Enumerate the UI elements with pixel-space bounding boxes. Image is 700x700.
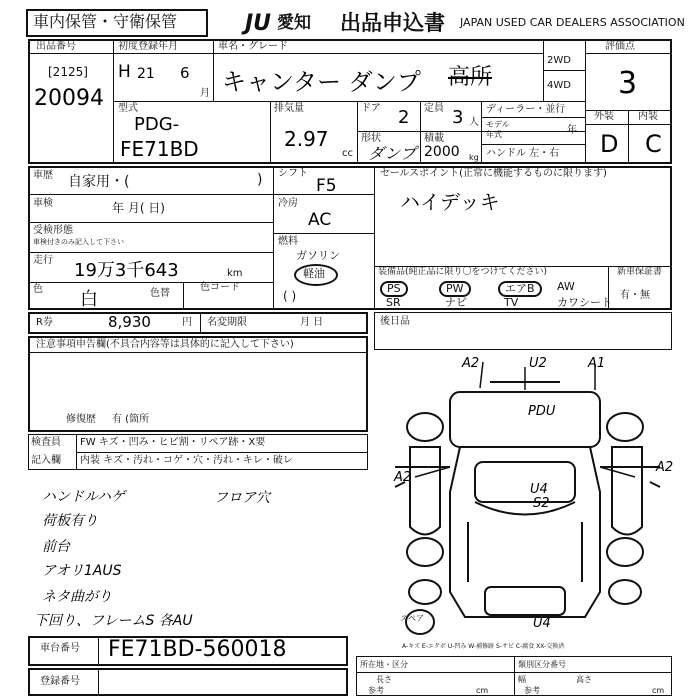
ju-logo: JU: [245, 11, 272, 36]
disp-value: 2.97: [284, 127, 329, 151]
storage-tag: 車内保管・守衛保管: [33, 12, 178, 31]
equip-item: エアB: [498, 281, 542, 297]
load-label: 積載: [424, 133, 444, 144]
score-label: 評価点: [605, 41, 635, 52]
door-value: 2: [398, 107, 410, 128]
equip-item: PW: [439, 281, 471, 297]
load-value: 2000: [424, 144, 460, 160]
damage-mark: A2: [656, 460, 674, 475]
brand-name: 愛知: [277, 13, 311, 33]
damage-legend: A-キズ E-エクボ U-凹み W-補修跡 S-サビ C-腐食 XX-交換済: [402, 643, 565, 650]
load-unit: kg: [469, 153, 479, 162]
score-value: 3: [618, 66, 638, 101]
inspection-value: 年 月( 日): [112, 201, 165, 215]
ac-label: 冷房: [278, 198, 298, 209]
sales-label: セールスポイント(正常に機能するものに限ります): [380, 168, 607, 179]
capacity-value: 3: [452, 107, 464, 128]
mileage-label: 走行: [33, 255, 53, 266]
mileage-unit: km: [227, 268, 243, 279]
fuel-paren: ( ): [283, 289, 297, 303]
hand-note: 下回り、フレームS 各AU: [34, 613, 193, 629]
recv-sub: 車検付きのみ記入して下さい: [33, 238, 124, 246]
chassis-label: 車台番号: [40, 643, 80, 654]
repair-label: 修復歴: [66, 414, 96, 425]
inspector-label: 検査員: [31, 437, 61, 448]
disp-label: 排気量: [274, 103, 304, 114]
equip-item: AW: [557, 280, 575, 293]
form-title: 出品申込書: [340, 11, 445, 35]
damage-mark: A1: [588, 356, 606, 371]
chassis-value: FE71BD-560018: [108, 637, 287, 662]
cm-1: cm: [476, 686, 489, 695]
recycle-unit: 円: [182, 317, 192, 328]
color-value: 白: [80, 289, 98, 310]
hand-note: 荷板有り: [42, 513, 98, 529]
damage-mark: S2: [533, 496, 550, 511]
warranty-value: 有・無: [620, 290, 650, 301]
reg-year: 21: [137, 66, 155, 82]
disp-unit: cc: [342, 148, 353, 159]
height-label: 高さ: [576, 675, 592, 684]
name-change-value: 月 日: [300, 317, 324, 328]
inspection-label: 車検: [33, 198, 53, 209]
capacity-label: 定員: [424, 103, 444, 114]
capacity-unit: 人: [469, 117, 479, 128]
dealer-label: ディーラー・並行: [486, 104, 566, 115]
damage-mark: U4: [530, 482, 548, 497]
ac-value: AC: [308, 210, 332, 230]
damage-mark: U2: [529, 356, 547, 371]
year-unit: 年: [567, 125, 577, 136]
stamp-label: 所在地・区分: [360, 660, 408, 669]
width-label: 幅: [518, 675, 526, 684]
rear-label: 後日品: [380, 316, 410, 327]
ref-label-1: 参考: [368, 686, 384, 695]
recv-label: 受検形態: [33, 225, 73, 236]
model-2: FE71BD: [120, 137, 199, 161]
rear-box: [374, 312, 672, 350]
int-value: C: [645, 130, 662, 158]
recycle-value: 8,930: [108, 313, 151, 331]
damage-mark: A2: [394, 470, 412, 485]
color-label: 色: [33, 284, 43, 295]
spare-label: スペア: [400, 614, 424, 623]
lot-label: 出品番号: [36, 41, 76, 52]
length-label: 長さ: [376, 675, 392, 684]
hand-note: アオリ1AUS: [42, 563, 122, 579]
reg-label: 登録番号: [40, 676, 80, 687]
warranty-label: 新車保証書: [617, 267, 663, 277]
color-code: 色コード: [200, 282, 240, 293]
hand-note: ネタ曲がり: [42, 589, 112, 605]
color-change: 色替: [150, 288, 170, 299]
equip-item: SR: [386, 296, 401, 309]
model-year-label-1: モデル: [486, 120, 510, 129]
history-value: 自家用・(: [68, 174, 130, 190]
history-close: ): [257, 172, 263, 188]
ext-value: D: [600, 130, 619, 158]
ext-label: 外装: [594, 111, 614, 122]
fw-row: FW キズ・凹み・ヒビ割・リペア跡・X要: [80, 437, 266, 448]
car-name-struck: 高所: [448, 65, 493, 90]
hand-right: フロア穴: [214, 490, 270, 506]
fuel-diesel: 軽油: [303, 267, 325, 280]
fuel-label: 燃料: [278, 236, 298, 247]
first-reg-label: 初度登録年月: [118, 41, 178, 52]
shape-label: 形状: [361, 133, 381, 144]
name-label: 車名・グレード: [218, 41, 288, 52]
month-unit: 月: [200, 88, 210, 99]
damage-mark: A2: [462, 356, 480, 371]
in-row: 内装 キズ・汚れ・コゲ・穴・汚れ・キレ・破レ: [80, 455, 293, 466]
ref-label-2: 参考: [524, 686, 540, 695]
type-label: 類別区分番号: [518, 660, 566, 669]
era: H: [118, 62, 131, 82]
fuel-gas: ガソリン: [296, 249, 340, 262]
hand-note: 前台: [42, 539, 70, 555]
door-label: ドア: [361, 103, 381, 114]
name-change-label: 名変期限: [207, 317, 247, 328]
equip-item: カワシート: [557, 296, 612, 309]
drive-2wd: 2WD: [547, 55, 571, 66]
cm-2: cm: [652, 686, 665, 695]
car-name: キャンター ダンプ: [222, 68, 421, 96]
hand-note: ハンドルハゲ: [42, 489, 126, 505]
shape-value: ダンプ: [368, 144, 417, 163]
equip-item: TV: [504, 296, 519, 309]
mileage-value: 19万3千643: [74, 260, 179, 281]
handle-label: ハンドル 左・右: [486, 148, 560, 159]
model-1: PDG-: [134, 114, 180, 135]
damage-mark: PDU: [528, 404, 556, 419]
shift-label: シフト: [278, 168, 308, 179]
repair-value: 有 (箇所: [112, 414, 150, 425]
sales-value: ハイデッキ: [400, 190, 500, 214]
equip-item: PS: [380, 281, 408, 297]
truck-diagram: [380, 352, 672, 652]
recycle-label: R券: [36, 317, 53, 328]
shift-value: F5: [316, 176, 337, 196]
damage-mark: U4: [533, 616, 551, 631]
lot-sub: [2125]: [48, 65, 88, 79]
association-name: JAPAN USED CAR DEALERS ASSOCIATION: [460, 16, 685, 29]
lot-number: 20094: [34, 86, 104, 111]
model-year-label-2: 年式: [486, 130, 502, 139]
notes-title: 注意事項申告欄(不具合内容等は具体的に記入して下さい): [36, 339, 294, 350]
reg-month: 6: [180, 64, 190, 82]
entry-label: 記入欄: [31, 455, 61, 466]
equip-item: ナビ: [445, 296, 467, 309]
int-label: 内装: [638, 111, 658, 122]
drive-4wd: 4WD: [547, 80, 571, 91]
equip-label: 装備品(純正品に限り〇をつけてください): [378, 267, 548, 277]
history-label: 車歴: [33, 170, 53, 181]
model-label: 型式: [118, 103, 138, 114]
